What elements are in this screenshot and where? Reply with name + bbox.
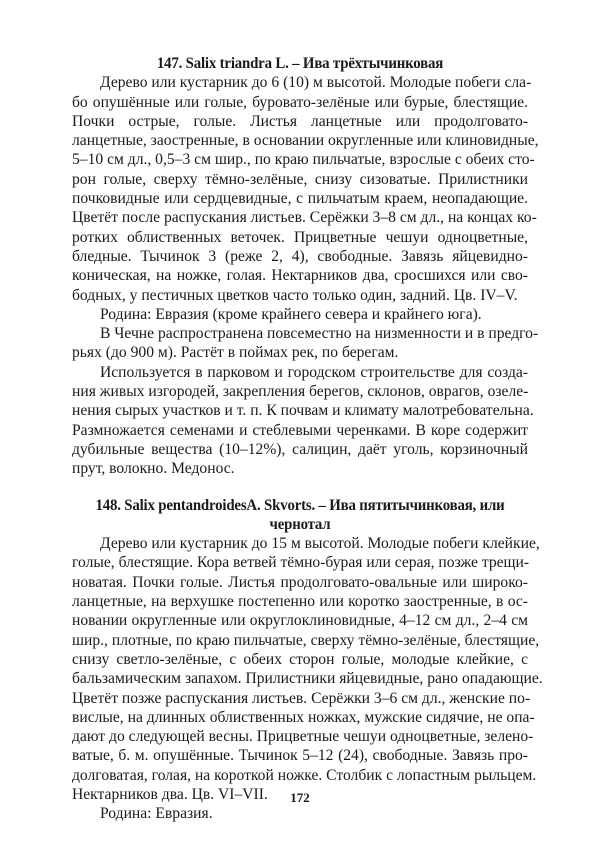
species-title-148-line1: 148. Salix pentandroidesA. Skvorts. – Ива пятитычинковая, или — [95, 496, 505, 514]
species-title-147: 147. Salix triandra L. – Ива трёхтычинковая — [156, 55, 444, 72]
text-line: Дерево или кустарник до 6 (10) м высотой. Молодые побеги сла- — [100, 74, 532, 92]
text-line: ния живых изгородей, закрепления берегов, склонов, оврагов, озеле- — [72, 383, 529, 401]
text-line: новании округленные или округлоклиновидные, 4–12 см дл., 2–4 см — [72, 612, 528, 630]
page-content — [72, 54, 543, 824]
section-spacer — [72, 479, 528, 496]
text-line: 5–10 см дл., 0,5–3 см шир., по краю пильчатые, взрослые с обеих сто- — [72, 151, 535, 169]
text-line: рон голые, сверху тёмно-зелёные, снизу сизоватые. Прилистники — [72, 170, 528, 188]
text-line: почковидные или сердцевидные, с пильчатым краем, неопадающие. — [72, 190, 528, 208]
species-entry-148 — [72, 496, 543, 824]
origin-paragraph — [72, 305, 528, 324]
text-line: новатая. Почки голые. Листья продолговато-овальные или широко- — [72, 573, 528, 591]
text-line: снизу светло-зелёные, с обеих сторон голые, молодые клейкие, с — [72, 650, 528, 668]
text-line: Цветёт после распускания листьев. Серёжки 3–8 см дл., на концах ко- — [72, 209, 537, 227]
description-paragraph — [72, 73, 539, 305]
text-line: ватые, б. м. опушённые. Тычинок 5–12 (24), свободные. Завязь про- — [72, 747, 528, 765]
description-paragraph — [72, 534, 543, 804]
text-line: Используется в парковом и городском строительстве для созда- — [100, 363, 528, 381]
text-line: прут, волокно. Медонос. — [72, 460, 235, 478]
text-line: дубильные вещества (10–12%), салицин, даёт уголь, корзиночный — [72, 440, 528, 458]
text-line: Размножается семенами и стеблевыми черенками. В коре содержит — [72, 421, 528, 439]
text-line: шир., плотные, по краю пильчатые, сверху тёмно-зелёные, блестящие, — [72, 631, 540, 649]
text-line: бо опушённые или голые, буровато-зелёные или бурые, блестящие. — [72, 93, 528, 111]
text-line: нения сырых участков и т. п. К почвам и климату малотребовательна. — [72, 402, 534, 420]
text-line: ланцетные, на верхушке постепенно или коротко заостренные, в ос- — [72, 593, 528, 611]
text-line: голые, блестящие. Кора ветвей тёмно-бурая или серая, позже трещи- — [72, 554, 530, 572]
text-line: рьях (до 900 м). Растёт в поймах рек, по берегам. — [72, 344, 399, 362]
text-line: коническая, на ножке, голая. Нектарников два, сросшихся или сво- — [72, 267, 528, 285]
text-line: Родина: Евразия (кроме крайнего севера и крайнего юга). — [100, 305, 482, 323]
text-line: Нектарников два. Цв. VI–VII. — [72, 785, 268, 803]
distribution-paragraph — [72, 324, 539, 363]
text-line: Дерево или кустарник до 15 м высотой. Молодые побеги клейкие, — [100, 535, 540, 553]
usage-paragraph — [72, 363, 534, 479]
page-number: 172 — [290, 790, 310, 805]
text-line: ланцетные, заостренные, в основании округленные или клиновидные, — [72, 132, 539, 150]
text-line: Цветёт позже распускания листьев. Серёжки 3–6 см дл., женские по- — [72, 689, 531, 707]
text-line: долговатая, голая, на короткой ножке. Столбик с лопастным рыльцем. — [72, 766, 537, 784]
species-title-148-line2: чернотал — [269, 515, 331, 533]
text-line: дают до следующей весны. Прицветные чешуи одноцветные, зелено- — [72, 728, 534, 746]
text-line: бальзамическим запахом. Прилистники яйцевидные, рано опадающие. — [72, 670, 543, 688]
origin-paragraph — [72, 804, 528, 823]
text-line: Родина: Евразия. — [100, 805, 213, 823]
text-line: ротких облиственных веточек. Прицветные чешуи одноцветные, — [72, 228, 528, 246]
text-line: вислые, на длинных облиственных ножках, мужские сидячие, не опа- — [72, 708, 535, 726]
text-line: бодных, у пестичных цветков часто только один, задний. Цв. IV–V. — [72, 286, 518, 304]
text-line: В Чечне распространена повсеместно на низменности и в предго- — [100, 325, 539, 343]
text-line: Почки острые, голые. Листья ланцетные или продолговато- — [72, 112, 528, 130]
species-entry-147 — [72, 54, 539, 479]
text-line: бледные. Тычинок 3 (реже 2, 4), свободные. Завязь яйцевидно- — [72, 247, 528, 265]
